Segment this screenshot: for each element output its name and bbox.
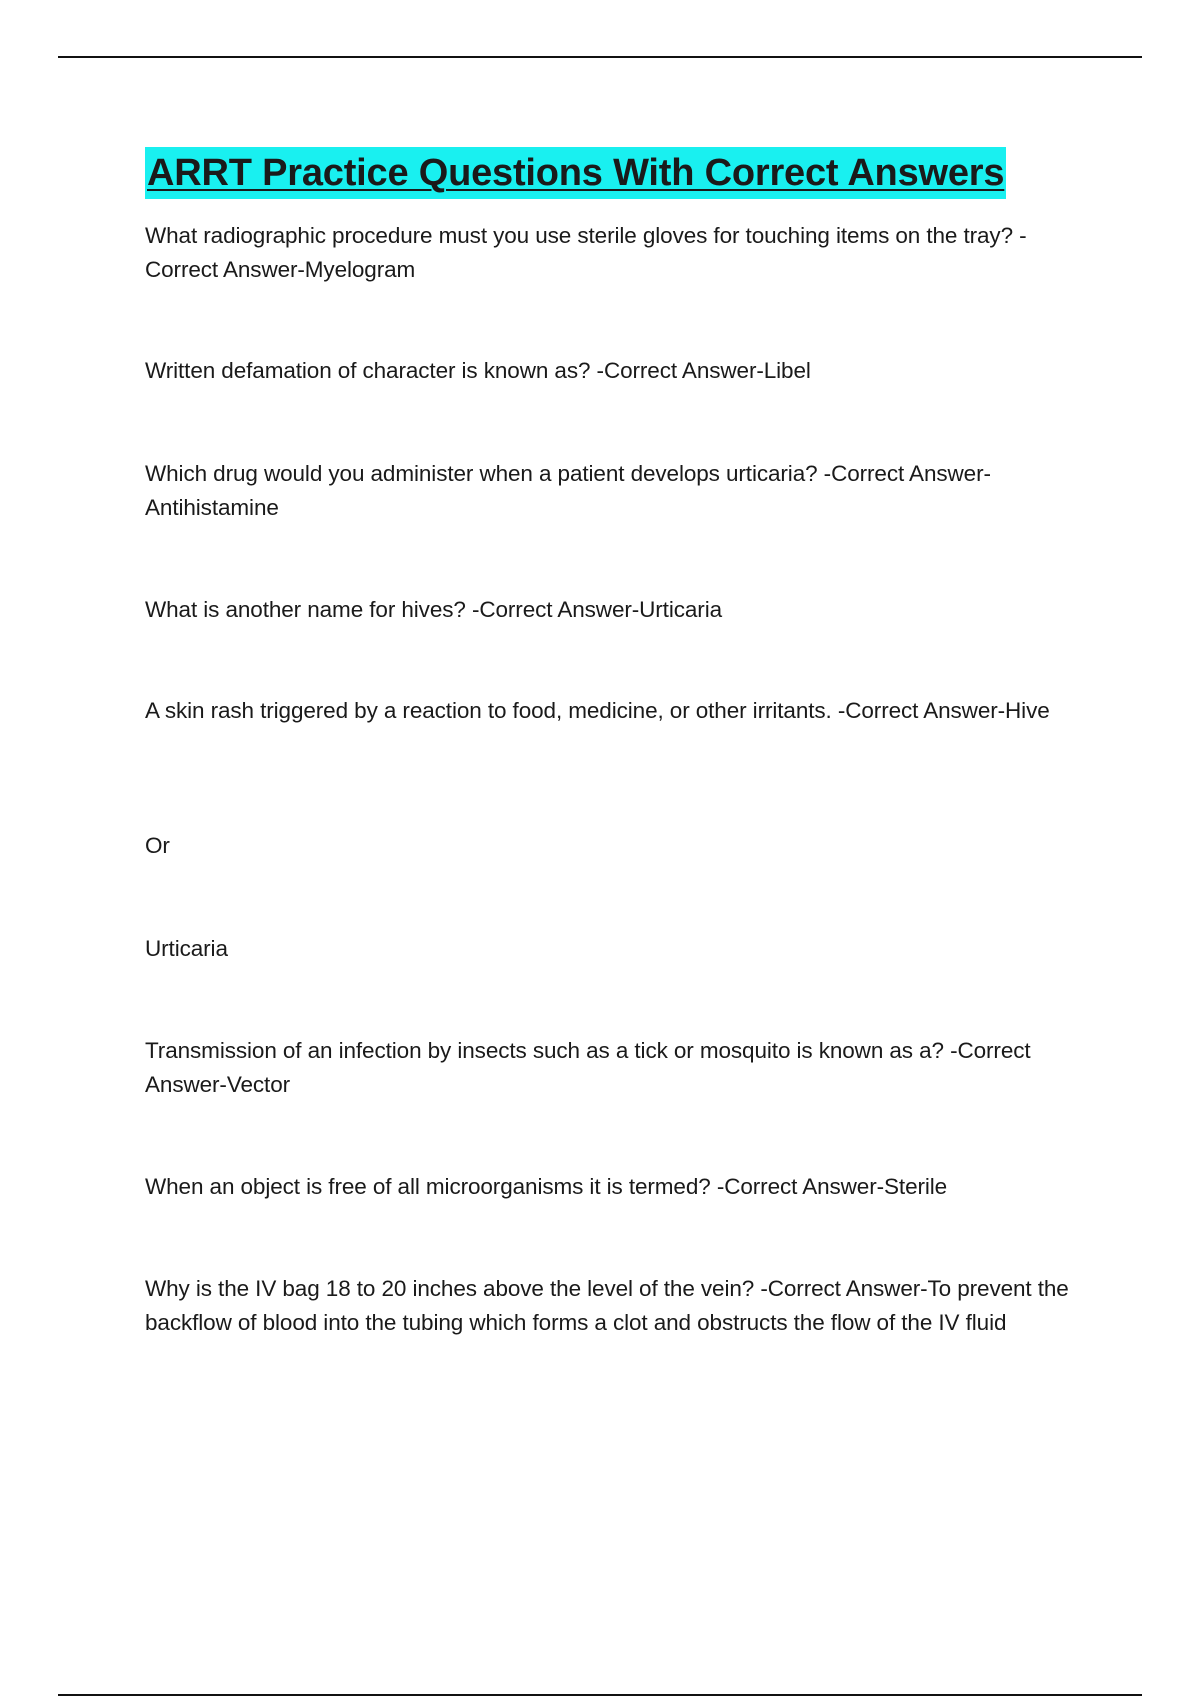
qa-paragraph: Or <box>145 833 170 858</box>
qa-paragraph: A skin rash triggered by a reaction to food, medicine, or other irritants. -Correct Answer-Hive <box>145 698 1050 723</box>
qa-paragraph: What is another name for hives? -Correct Answer-Urticaria <box>145 597 723 622</box>
footer-rule <box>58 1694 1142 1696</box>
qa-paragraph: Which drug would you administer when a patient develops urticaria? -Correct Answer-Antihistamine <box>145 461 991 520</box>
qa-paragraph: Written defamation of character is known as? -Correct Answer-Libel <box>145 358 811 383</box>
qa-paragraph: Urticaria <box>145 936 228 961</box>
qa-paragraph: Transmission of an infection by insects such as a tick or mosquito is known as a? -Correct Answer-Vector <box>145 1038 1031 1097</box>
qa-paragraph: Why is the IV bag 18 to 20 inches above the level of the vein? -Correct Answer-To prevent the backflow of blood into the tubing which forms a clot and obstructs the flow of the IV fluid <box>145 1276 1069 1335</box>
qa-paragraph: What radiographic procedure must you use sterile gloves for touching items on the tray? -Correct Answer-Myelogram <box>145 223 1027 282</box>
document-title: ARRT Practice Questions With Correct Answers <box>145 147 1006 199</box>
qa-paragraph: When an object is free of all microorganisms it is termed? -Correct Answer-Sterile <box>145 1174 948 1199</box>
header-rule <box>58 56 1142 58</box>
